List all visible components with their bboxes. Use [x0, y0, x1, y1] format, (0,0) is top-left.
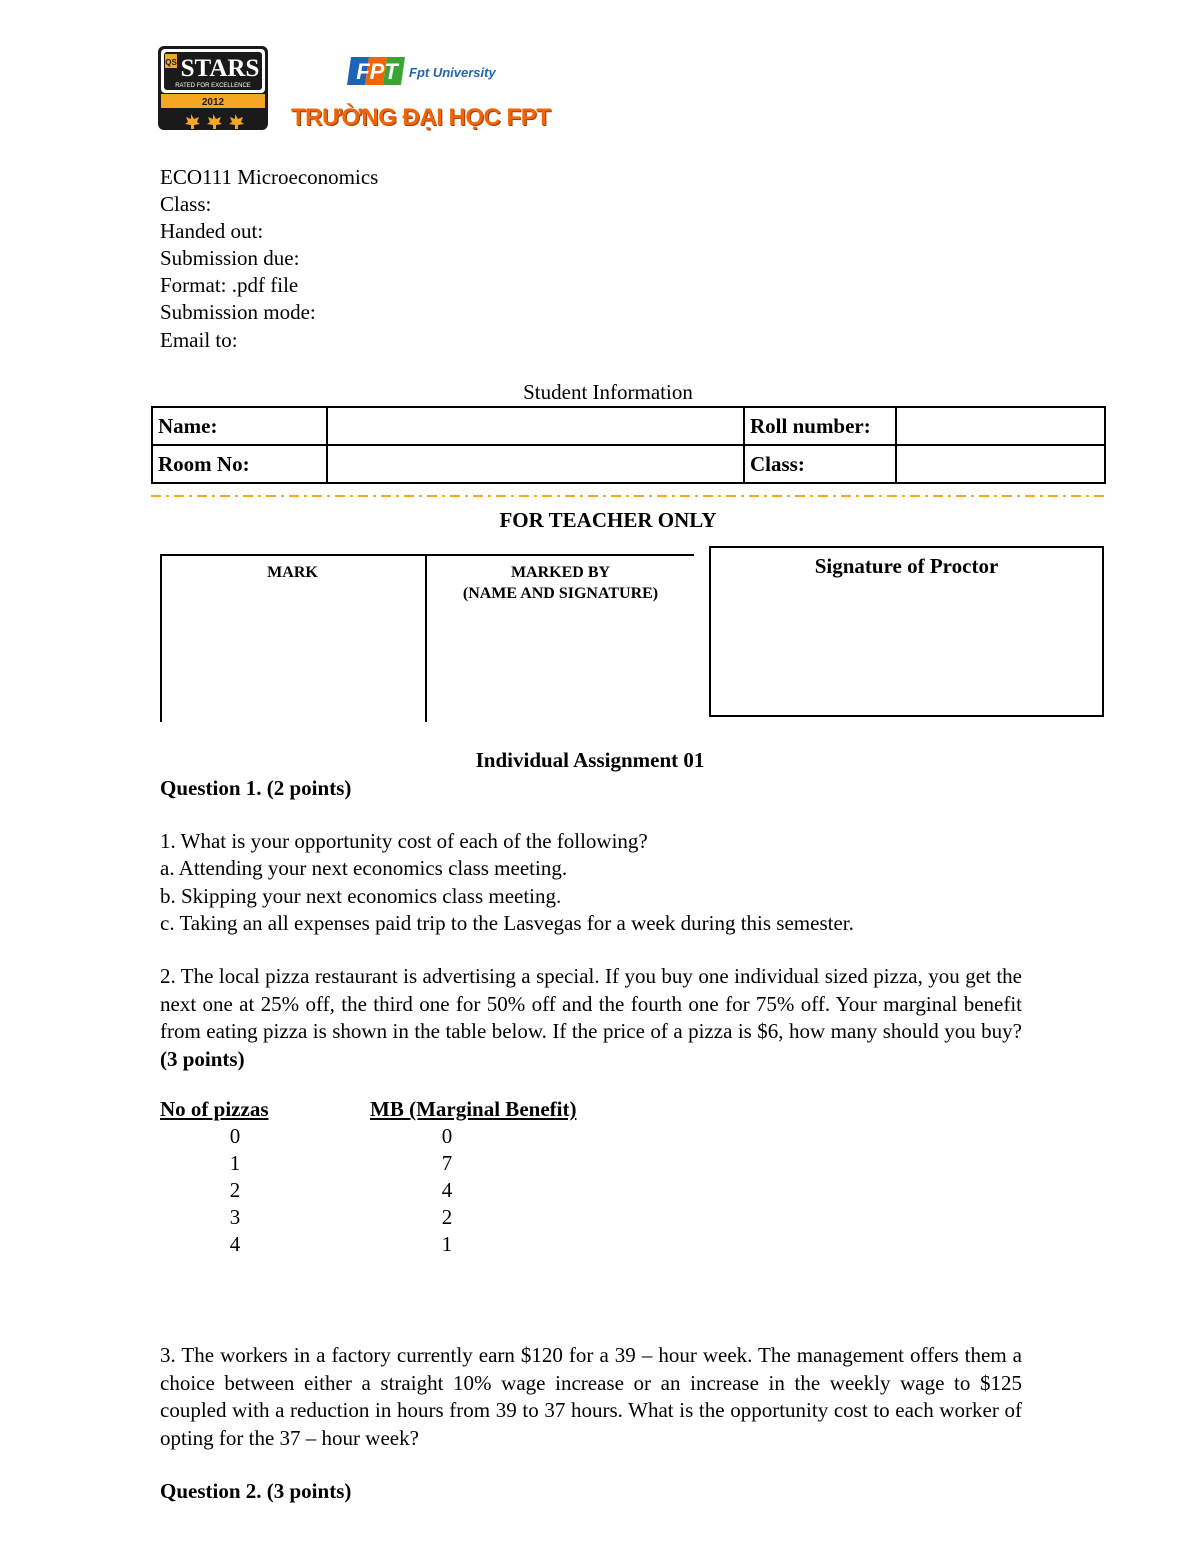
proctor-signature-label: Signature of Proctor — [814, 554, 999, 578]
marked-by-text: MARKED BY — [510, 564, 611, 581]
name-label: Name: — [152, 407, 327, 445]
assignment-title: Individual Assignment 01 — [475, 748, 705, 772]
mb-cell: 1 — [441, 1232, 453, 1256]
course-title: ECO111 Microeconomics — [160, 165, 379, 189]
qs-stars-logo — [158, 46, 268, 130]
question-1-heading: Question 1. (2 points) — [160, 776, 352, 800]
marking-box — [160, 554, 694, 722]
q1-item-3: 3. The workers in a factory currently earn $120 for a 39 – hour week. The management offers them a choice between either a straight 10% wage increase or an increase in the weekly wage to $125 coupled with a reduction in hours from 39 to 37 hours. What is the opportunity cost to each worker of opting for the 37 – hour week? — [160, 1343, 1022, 1450]
stars-tagline: RATED FOR EXCELLENCE — [175, 83, 251, 89]
format-line: Format: .pdf file — [160, 273, 299, 297]
class-field[interactable] — [896, 445, 1105, 483]
fpt-wordmark: FPT — [356, 59, 398, 84]
fpt-university-logo — [347, 53, 496, 89]
mb-cell: 0 — [441, 1124, 453, 1148]
pizzas-cell: 4 — [229, 1232, 241, 1256]
school-name: TRƯỜNG ĐẠI HỌC FPT — [291, 104, 551, 131]
q1-item-a: a. Attending your next economics class meeting. — [160, 856, 568, 880]
stars-year: 2012 — [201, 97, 225, 108]
fpt-subtitle: Fpt University — [409, 65, 496, 80]
q1-item-b: b. Skipping your next economics class meeting. — [160, 884, 562, 908]
pizzas-cell: 1 — [229, 1151, 241, 1175]
q1-item-2-points: (3 points) — [160, 1046, 245, 1071]
mb-cell: 7 — [441, 1151, 453, 1175]
class-label: Class: — [744, 445, 896, 483]
dashed-divider — [151, 494, 1106, 498]
room-field[interactable] — [327, 445, 744, 483]
marked-by-label — [427, 562, 694, 604]
mark-label: MARK — [267, 564, 318, 581]
roll-number-field[interactable] — [896, 407, 1105, 445]
mb-cell: 2 — [441, 1205, 453, 1229]
name-signature-text: (NAME AND SIGNATURE) — [462, 585, 659, 602]
q1-item-1: 1. What is your opportunity cost of each of the following? — [160, 829, 648, 853]
name-field[interactable] — [327, 407, 744, 445]
student-info-table — [151, 406, 1106, 484]
pizzas-column-header: No of pizzas — [160, 1097, 269, 1121]
email-line: Email to: — [160, 328, 238, 352]
question-2-heading: Question 2. (3 points) — [160, 1479, 352, 1503]
class-line: Class: — [160, 192, 212, 216]
handed-out-line: Handed out: — [160, 219, 264, 243]
teacher-only-title: FOR TEACHER ONLY — [499, 508, 717, 532]
stars-wordmark: STARS — [180, 55, 260, 82]
pizzas-cell: 3 — [229, 1205, 241, 1229]
roll-number-label: Roll number: — [744, 407, 896, 445]
pizzas-cell: 2 — [229, 1178, 241, 1202]
q1-item-c: c. Taking an all expenses paid trip to the Lasvegas for a week during this semester. — [160, 911, 854, 935]
proctor-signature-box — [709, 546, 1104, 717]
q1-item-2 — [160, 963, 1022, 1073]
mb-cell: 4 — [441, 1178, 453, 1202]
room-label: Room No: — [152, 445, 327, 483]
submission-mode-line: Submission mode: — [160, 300, 316, 324]
pizzas-cell: 0 — [229, 1124, 241, 1148]
qs-badge: QS — [165, 58, 177, 67]
mb-column-header: MB (Marginal Benefit) — [370, 1097, 577, 1121]
student-info-title: Student Information — [523, 380, 693, 404]
submission-due-line: Submission due: — [160, 246, 300, 270]
q1-item-2-text: 2. The local pizza restaurant is advertising a special. If you buy one individual sized pizza, you get the next one at 25% off, the third one for 50% off and the fourth one for 75% off. Your marginal benefit from eating pizza is shown in the table below. If the price of a pizza is $6, how many should you buy? — [160, 964, 1022, 1043]
